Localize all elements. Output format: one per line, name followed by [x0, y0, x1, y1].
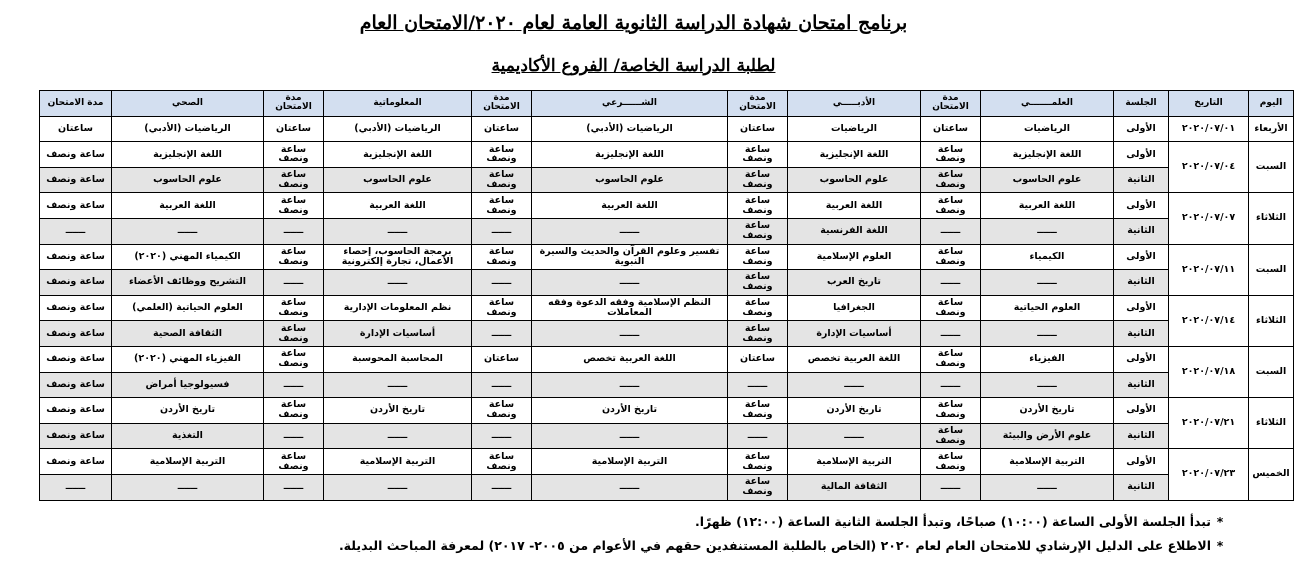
- table-row: [40, 346, 1294, 372]
- literary-subject-cell: الثقافة المالية: [788, 474, 921, 500]
- literary-subject-cell: اللغة الإنجليزية: [788, 142, 921, 168]
- health-subject-cell: ــــــ: [112, 218, 264, 244]
- notes: [339, 510, 1229, 558]
- table-row: [40, 244, 1294, 270]
- sharia-subject-cell: ــــــ: [532, 474, 728, 500]
- informatics-subject-cell: ــــــ: [324, 218, 472, 244]
- session-cell: الأولى: [1114, 193, 1169, 219]
- header-duration: مدة الامتحان: [40, 91, 112, 117]
- day-cell: الأربعاء: [1249, 116, 1294, 142]
- session-cell: الثانية: [1114, 474, 1169, 500]
- literary-duration-cell: ساعة ونصف: [728, 295, 788, 321]
- header-session: الجلسة: [1114, 91, 1169, 117]
- scientific-subject-cell: اللغة العربية: [981, 193, 1114, 219]
- scientific-subject-cell: اللغة الإنجليزية: [981, 142, 1114, 168]
- session-cell: الثانية: [1114, 218, 1169, 244]
- literary-subject-cell: تاريخ العرب: [788, 270, 921, 296]
- session-cell: الأولى: [1114, 116, 1169, 142]
- page-title: برنامج امتحان شهادة الدراسة الثانوية العامة لعام ٢٠٢٠/الامتحان العام: [359, 12, 908, 34]
- sharia-subject-cell: الرياضيات (الأدبي): [532, 116, 728, 142]
- informatics-duration-cell: ــــــ: [264, 372, 324, 398]
- sharia-duration-cell: ــــــ: [472, 218, 532, 244]
- date-cell: ٢٠٢٠/٠٧/٠٤: [1169, 142, 1249, 193]
- informatics-subject-cell: الرياضيات (الأدبي): [324, 116, 472, 142]
- health-subject-cell: الثقافة الصحية: [112, 321, 264, 347]
- health-subject-cell: اللغة العربية: [112, 193, 264, 219]
- health-subject-cell: الكيمياء المهني (٢٠٢٠): [112, 244, 264, 270]
- scientific-duration-cell: ــــــ: [921, 321, 981, 347]
- table-row: [40, 398, 1294, 424]
- informatics-duration-cell: ساعتان: [264, 116, 324, 142]
- table-row: [40, 142, 1294, 168]
- literary-duration-cell: ساعة ونصف: [728, 244, 788, 270]
- scientific-subject-cell: ــــــ: [981, 218, 1114, 244]
- literary-duration-cell: ساعة ونصف: [728, 142, 788, 168]
- health-subject-cell: الفيزياء المهني (٢٠٢٠): [112, 346, 264, 372]
- sharia-duration-cell: ساعة ونصف: [472, 142, 532, 168]
- date-cell: ٢٠٢٠/٠٧/١٨: [1169, 346, 1249, 397]
- literary-subject-cell: تاريخ الأردن: [788, 398, 921, 424]
- sharia-subject-cell: اللغة الإنجليزية: [532, 142, 728, 168]
- scientific-subject-cell: ــــــ: [981, 270, 1114, 296]
- date-cell: ٢٠٢٠/٠٧/٠١: [1169, 116, 1249, 142]
- scientific-subject-cell: العلوم الحياتية: [981, 295, 1114, 321]
- session-cell: الثانية: [1114, 372, 1169, 398]
- health-duration-cell: ساعة ونصف: [40, 193, 112, 219]
- scientific-subject-cell: الكيمياء: [981, 244, 1114, 270]
- informatics-subject-cell: علوم الحاسوب: [324, 167, 472, 193]
- sharia-subject-cell: اللغة العربية تخصص: [532, 346, 728, 372]
- health-subject-cell: التغذية: [112, 423, 264, 449]
- literary-duration-cell: ساعة ونصف: [728, 398, 788, 424]
- sharia-duration-cell: ــــــ: [472, 270, 532, 296]
- header-duration: مدة الامتحان: [728, 91, 788, 117]
- session-cell: الأولى: [1114, 244, 1169, 270]
- informatics-subject-cell: ــــــ: [324, 423, 472, 449]
- day-cell: الثلاثاء: [1249, 193, 1294, 244]
- sharia-subject-cell: علوم الحاسوب: [532, 167, 728, 193]
- header-row: [40, 91, 1294, 117]
- table-row: [40, 295, 1294, 321]
- date-cell: ٢٠٢٠/٠٧/١٤: [1169, 295, 1249, 346]
- table-row: [40, 193, 1294, 219]
- header-duration: مدة الامتحان: [264, 91, 324, 117]
- literary-duration-cell: ساعة ونصف: [728, 474, 788, 500]
- health-subject-cell: تاريخ الأردن: [112, 398, 264, 424]
- informatics-subject-cell: نظم المعلومات الإدارية: [324, 295, 472, 321]
- health-duration-cell: ساعة ونصف: [40, 372, 112, 398]
- informatics-subject-cell: ــــــ: [324, 372, 472, 398]
- scientific-duration-cell: ساعة ونصف: [921, 449, 981, 475]
- date-cell: ٢٠٢٠/٠٧/٢٣: [1169, 449, 1249, 500]
- sharia-subject-cell: ــــــ: [532, 321, 728, 347]
- informatics-subject-cell: أساسيات الإدارة: [324, 321, 472, 347]
- scientific-duration-cell: ساعة ونصف: [921, 346, 981, 372]
- session-cell: الثانية: [1114, 270, 1169, 296]
- date-cell: ٢٠٢٠/٠٧/٠٧: [1169, 193, 1249, 244]
- literary-duration-cell: ــــــ: [728, 372, 788, 398]
- literary-subject-cell: الجغرافيا: [788, 295, 921, 321]
- note-text: الاطلاع على الدليل الإرشادي للامتحان العام لعام ٢٠٢٠ (الخاص بالطلبة المستنفدين حقهم في الأعوام من ٢٠٠٥- ٢٠١٧) لمعرفة المباحث البديلة.: [338, 538, 1211, 553]
- scientific-subject-cell: الفيزياء: [981, 346, 1114, 372]
- informatics-duration-cell: ــــــ: [264, 474, 324, 500]
- literary-duration-cell: ساعة ونصف: [728, 321, 788, 347]
- note-text: تبدأ الجلسة الأولى الساعة (١٠:٠٠) صباحًا، وتبدأ الجلسة الثانية الساعة (١٢:٠٠) ظهرًا.: [695, 514, 1211, 529]
- health-duration-cell: ساعة ونصف: [40, 142, 112, 168]
- informatics-duration-cell: ساعة ونصف: [264, 295, 324, 321]
- sharia-duration-cell: ساعة ونصف: [472, 449, 532, 475]
- scientific-duration-cell: ــــــ: [921, 270, 981, 296]
- health-subject-cell: التربية الإسلامية: [112, 449, 264, 475]
- health-subject-cell: علوم الحاسوب: [112, 167, 264, 193]
- date-cell: ٢٠٢٠/٠٧/٢١: [1169, 398, 1249, 449]
- literary-subject-cell: اللغة الفرنسية: [788, 218, 921, 244]
- health-subject-cell: فسيولوجيا أمراض: [112, 372, 264, 398]
- day-cell: السبت: [1249, 346, 1294, 397]
- literary-subject-cell: ــــــ: [788, 423, 921, 449]
- informatics-duration-cell: ساعة ونصف: [264, 167, 324, 193]
- schedule-body: [40, 116, 1294, 500]
- session-cell: الثانية: [1114, 321, 1169, 347]
- scientific-subject-cell: التربية الإسلامية: [981, 449, 1114, 475]
- sharia-duration-cell: ساعة ونصف: [472, 167, 532, 193]
- informatics-subject-cell: برمجة الحاسوب، إحصاء الأعمال، تجارة إلكترونية: [324, 244, 472, 270]
- sharia-duration-cell: ساعتان: [472, 116, 532, 142]
- health-subject-cell: الرياضيات (الأدبي): [112, 116, 264, 142]
- informatics-subject-cell: ــــــ: [324, 270, 472, 296]
- scientific-duration-cell: ساعة ونصف: [921, 423, 981, 449]
- scientific-duration-cell: ساعة ونصف: [921, 398, 981, 424]
- health-duration-cell: ــــــ: [40, 218, 112, 244]
- scientific-subject-cell: الرياضيات: [981, 116, 1114, 142]
- informatics-duration-cell: ساعة ونصف: [264, 346, 324, 372]
- header-informatics: المعلوماتية: [324, 91, 472, 117]
- session-cell: الأولى: [1114, 346, 1169, 372]
- health-duration-cell: ساعة ونصف: [40, 295, 112, 321]
- table-row: [40, 167, 1294, 193]
- header-scientific: العلمـــــــي: [981, 91, 1114, 117]
- scientific-subject-cell: ــــــ: [981, 474, 1114, 500]
- session-cell: الثانية: [1114, 423, 1169, 449]
- literary-subject-cell: التربية الإسلامية: [788, 449, 921, 475]
- informatics-duration-cell: ساعة ونصف: [264, 449, 324, 475]
- scientific-duration-cell: ساعتان: [921, 116, 981, 142]
- informatics-subject-cell: التربية الإسلامية: [324, 449, 472, 475]
- session-cell: الأولى: [1114, 142, 1169, 168]
- literary-subject-cell: العلوم الإسلامية: [788, 244, 921, 270]
- literary-duration-cell: ساعة ونصف: [728, 449, 788, 475]
- sharia-subject-cell: تاريخ الأردن: [532, 398, 728, 424]
- literary-subject-cell: الرياضيات: [788, 116, 921, 142]
- table-row: [40, 321, 1294, 347]
- exam-schedule-table: [39, 90, 1294, 501]
- informatics-duration-cell: ساعة ونصف: [264, 398, 324, 424]
- informatics-duration-cell: ساعة ونصف: [264, 321, 324, 347]
- health-subject-cell: التشريح ووظائف الأعضاء: [112, 270, 264, 296]
- sharia-subject-cell: ــــــ: [532, 372, 728, 398]
- page-subtitle: لطلبة الدراسة الخاصة/ الفروع الأكاديمية: [491, 56, 776, 76]
- health-duration-cell: ساعة ونصف: [40, 423, 112, 449]
- header-duration: مدة الامتحان: [921, 91, 981, 117]
- table-row: [40, 449, 1294, 475]
- literary-duration-cell: ساعة ونصف: [728, 193, 788, 219]
- literary-subject-cell: اللغة العربية: [788, 193, 921, 219]
- literary-duration-cell: ساعتان: [728, 346, 788, 372]
- session-cell: الأولى: [1114, 295, 1169, 321]
- literary-duration-cell: ــــــ: [728, 423, 788, 449]
- sharia-duration-cell: ساعتان: [472, 346, 532, 372]
- sharia-subject-cell: ــــــ: [532, 218, 728, 244]
- scientific-subject-cell: ــــــ: [981, 321, 1114, 347]
- scientific-duration-cell: ساعة ونصف: [921, 244, 981, 270]
- sharia-duration-cell: ساعة ونصف: [472, 398, 532, 424]
- header-day: اليوم: [1249, 91, 1294, 117]
- scientific-duration-cell: ساعة ونصف: [921, 193, 981, 219]
- informatics-subject-cell: المحاسبة المحوسبة: [324, 346, 472, 372]
- sharia-subject-cell: اللغة العربية: [532, 193, 728, 219]
- sharia-subject-cell: التربية الإسلامية: [532, 449, 728, 475]
- session-cell: الثانية: [1114, 167, 1169, 193]
- scientific-subject-cell: تاريخ الأردن: [981, 398, 1114, 424]
- table-row: [40, 116, 1294, 142]
- header-health: الصحي: [112, 91, 264, 117]
- note-item: [339, 534, 1229, 558]
- table-row: [40, 474, 1294, 500]
- scientific-duration-cell: ساعة ونصف: [921, 295, 981, 321]
- sharia-duration-cell: ــــــ: [472, 372, 532, 398]
- scientific-duration-cell: ــــــ: [921, 372, 981, 398]
- sharia-duration-cell: ساعة ونصف: [472, 193, 532, 219]
- sharia-duration-cell: ــــــ: [472, 321, 532, 347]
- literary-subject-cell: علوم الحاسوب: [788, 167, 921, 193]
- scientific-duration-cell: ــــــ: [921, 218, 981, 244]
- informatics-subject-cell: اللغة الإنجليزية: [324, 142, 472, 168]
- informatics-subject-cell: تاريخ الأردن: [324, 398, 472, 424]
- scientific-subject-cell: علوم الأرض والبيئة: [981, 423, 1114, 449]
- literary-subject-cell: أساسيات الإدارة: [788, 321, 921, 347]
- literary-subject-cell: اللغة العربية تخصص: [788, 346, 921, 372]
- health-duration-cell: ساعة ونصف: [40, 321, 112, 347]
- informatics-duration-cell: ــــــ: [264, 423, 324, 449]
- day-cell: الخميس: [1249, 449, 1294, 500]
- date-cell: ٢٠٢٠/٠٧/١١: [1169, 244, 1249, 295]
- scientific-duration-cell: ساعة ونصف: [921, 167, 981, 193]
- header-literary: الأدبـــــي: [788, 91, 921, 117]
- literary-duration-cell: ساعة ونصف: [728, 270, 788, 296]
- health-duration-cell: ساعة ونصف: [40, 270, 112, 296]
- table-row: [40, 270, 1294, 296]
- health-duration-cell: ساعة ونصف: [40, 167, 112, 193]
- sharia-subject-cell: ــــــ: [532, 270, 728, 296]
- health-subject-cell: ــــــ: [112, 474, 264, 500]
- scientific-subject-cell: علوم الحاسوب: [981, 167, 1114, 193]
- informatics-subject-cell: اللغة العربية: [324, 193, 472, 219]
- informatics-duration-cell: ساعة ونصف: [264, 193, 324, 219]
- health-duration-cell: ساعة ونصف: [40, 449, 112, 475]
- health-duration-cell: ساعة ونصف: [40, 244, 112, 270]
- table-row: [40, 372, 1294, 398]
- scientific-subject-cell: ــــــ: [981, 372, 1114, 398]
- informatics-duration-cell: ــــــ: [264, 270, 324, 296]
- session-cell: الأولى: [1114, 449, 1169, 475]
- literary-duration-cell: ساعة ونصف: [728, 218, 788, 244]
- day-cell: السبت: [1249, 142, 1294, 193]
- health-duration-cell: ساعتان: [40, 116, 112, 142]
- table-row: [40, 218, 1294, 244]
- health-subject-cell: اللغة الإنجليزية: [112, 142, 264, 168]
- day-cell: الثلاثاء: [1249, 398, 1294, 449]
- table-row: [40, 423, 1294, 449]
- health-duration-cell: ساعة ونصف: [40, 346, 112, 372]
- sharia-subject-cell: ــــــ: [532, 423, 728, 449]
- scientific-duration-cell: ــــــ: [921, 474, 981, 500]
- health-subject-cell: العلوم الحياتية (العلمي): [112, 295, 264, 321]
- bullet-icon: *: [1216, 514, 1224, 529]
- header-date: التاريخ: [1169, 91, 1249, 117]
- literary-duration-cell: ساعتان: [728, 116, 788, 142]
- note-item: [339, 510, 1229, 534]
- scientific-duration-cell: ساعة ونصف: [921, 142, 981, 168]
- literary-duration-cell: ساعة ونصف: [728, 167, 788, 193]
- informatics-duration-cell: ساعة ونصف: [264, 142, 324, 168]
- informatics-subject-cell: ــــــ: [324, 474, 472, 500]
- sharia-duration-cell: ــــــ: [472, 423, 532, 449]
- header-sharia: الشــــــرعي: [532, 91, 728, 117]
- informatics-duration-cell: ــــــ: [264, 218, 324, 244]
- informatics-duration-cell: ساعة ونصف: [264, 244, 324, 270]
- sharia-subject-cell: النظم الإسلامية وفقه الدعوة وفقه المعاملات: [532, 295, 728, 321]
- literary-subject-cell: ــــــ: [788, 372, 921, 398]
- bullet-icon: *: [1216, 538, 1224, 553]
- health-duration-cell: ساعة ونصف: [40, 398, 112, 424]
- session-cell: الأولى: [1114, 398, 1169, 424]
- sharia-subject-cell: تفسير وعلوم القرآن والحديث والسيرة النبوية: [532, 244, 728, 270]
- health-duration-cell: ــــــ: [40, 474, 112, 500]
- day-cell: الثلاثاء: [1249, 295, 1294, 346]
- sharia-duration-cell: ــــــ: [472, 474, 532, 500]
- header-duration: مدة الامتحان: [472, 91, 532, 117]
- sharia-duration-cell: ساعة ونصف: [472, 295, 532, 321]
- sharia-duration-cell: ساعة ونصف: [472, 244, 532, 270]
- day-cell: السبت: [1249, 244, 1294, 295]
